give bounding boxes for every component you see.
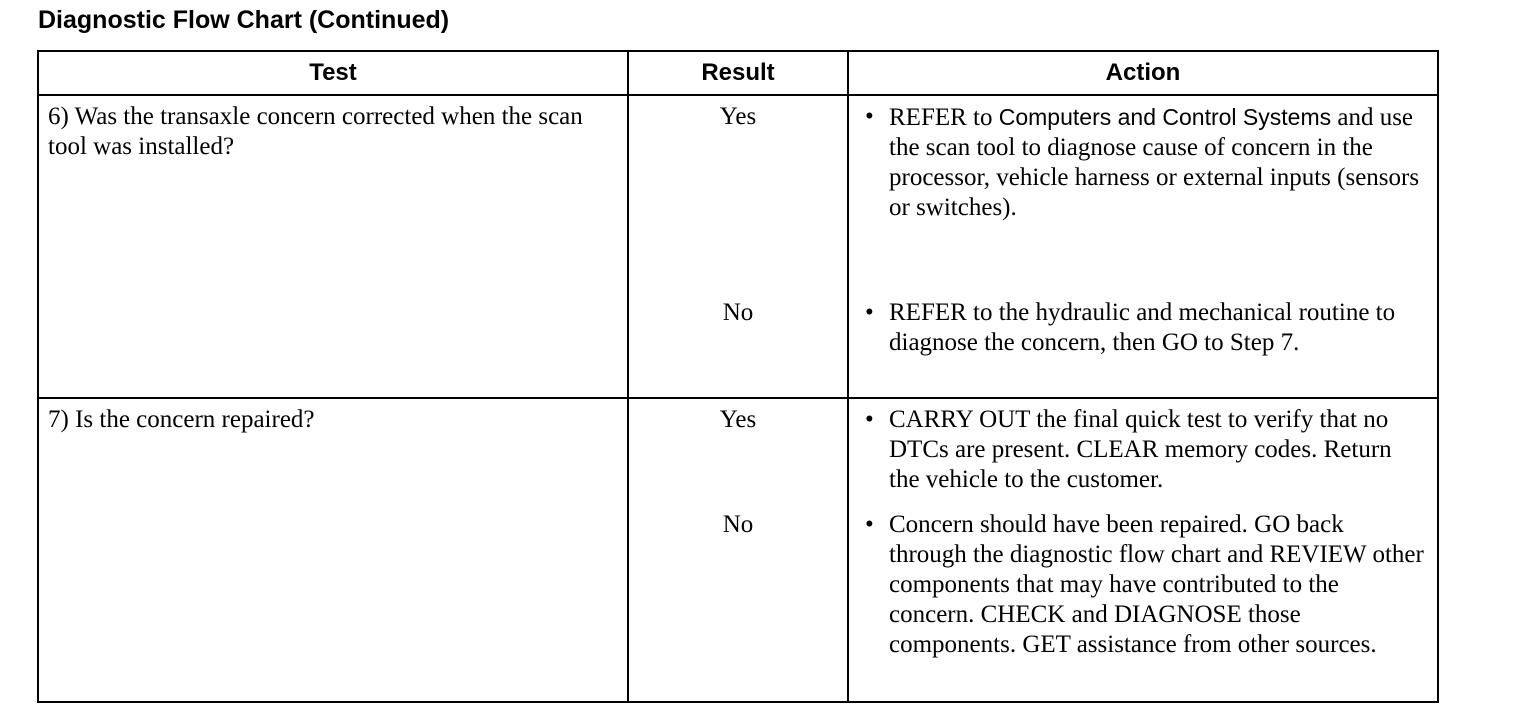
action-text: Concern should have been repaired. GO back through the diagnostic flow chart and REVIEW other components that may have contributed to the concern. CHECK and DIAGNOSE those components. GET assistance from other sources.	[889, 511, 1424, 658]
bullet-icon: •	[865, 406, 874, 433]
result-yes: Yes	[719, 103, 757, 130]
manual-section-reference: Computers and Control Systems	[998, 104, 1332, 130]
action-text-suffix: and use the scan tool to diagnose cause of concern in the processor, vehicle harness or external inputs (sensors or switches).	[889, 104, 1420, 221]
action-item	[849, 102, 1437, 298]
action-cell	[848, 398, 1438, 702]
test-cell	[38, 398, 628, 702]
bullet-icon: •	[865, 103, 874, 130]
table-row-step-7	[38, 398, 1438, 702]
bullet-icon: •	[865, 511, 874, 538]
result-cell	[628, 398, 848, 702]
action-item	[849, 405, 1437, 510]
result-no: No	[722, 299, 754, 326]
result-no: No	[722, 511, 754, 538]
test-question: 6) Was the transaxle concern corrected when the scan tool was installed?	[48, 103, 583, 160]
diagnostic-flow-table	[37, 50, 1439, 703]
action-item	[849, 510, 1437, 660]
action-text	[889, 102, 1425, 298]
page-title: Diagnostic Flow Chart (Continued)	[38, 6, 450, 34]
action-item	[849, 298, 1437, 358]
action-text: REFER to the hydraulic and mechanical routine to diagnose the concern, then GO to Step 7.	[889, 299, 1396, 356]
table-row-step-6	[38, 95, 1438, 398]
header-action: Action	[848, 51, 1438, 95]
action-cell	[848, 95, 1438, 398]
bullet-icon: •	[865, 299, 874, 326]
result-cell	[628, 95, 848, 398]
result-yes: Yes	[719, 406, 757, 433]
table-header-row	[38, 51, 1438, 95]
header-test: Test	[38, 51, 628, 95]
test-cell	[38, 95, 628, 398]
action-text-prefix: REFER to	[889, 104, 999, 131]
test-question: 7) Is the concern repaired?	[48, 406, 315, 433]
header-result: Result	[628, 51, 848, 95]
action-text: CARRY OUT the final quick test to verify that no DTCs are present. CLEAR memory codes. Return the vehicle to the customer.	[889, 406, 1392, 493]
